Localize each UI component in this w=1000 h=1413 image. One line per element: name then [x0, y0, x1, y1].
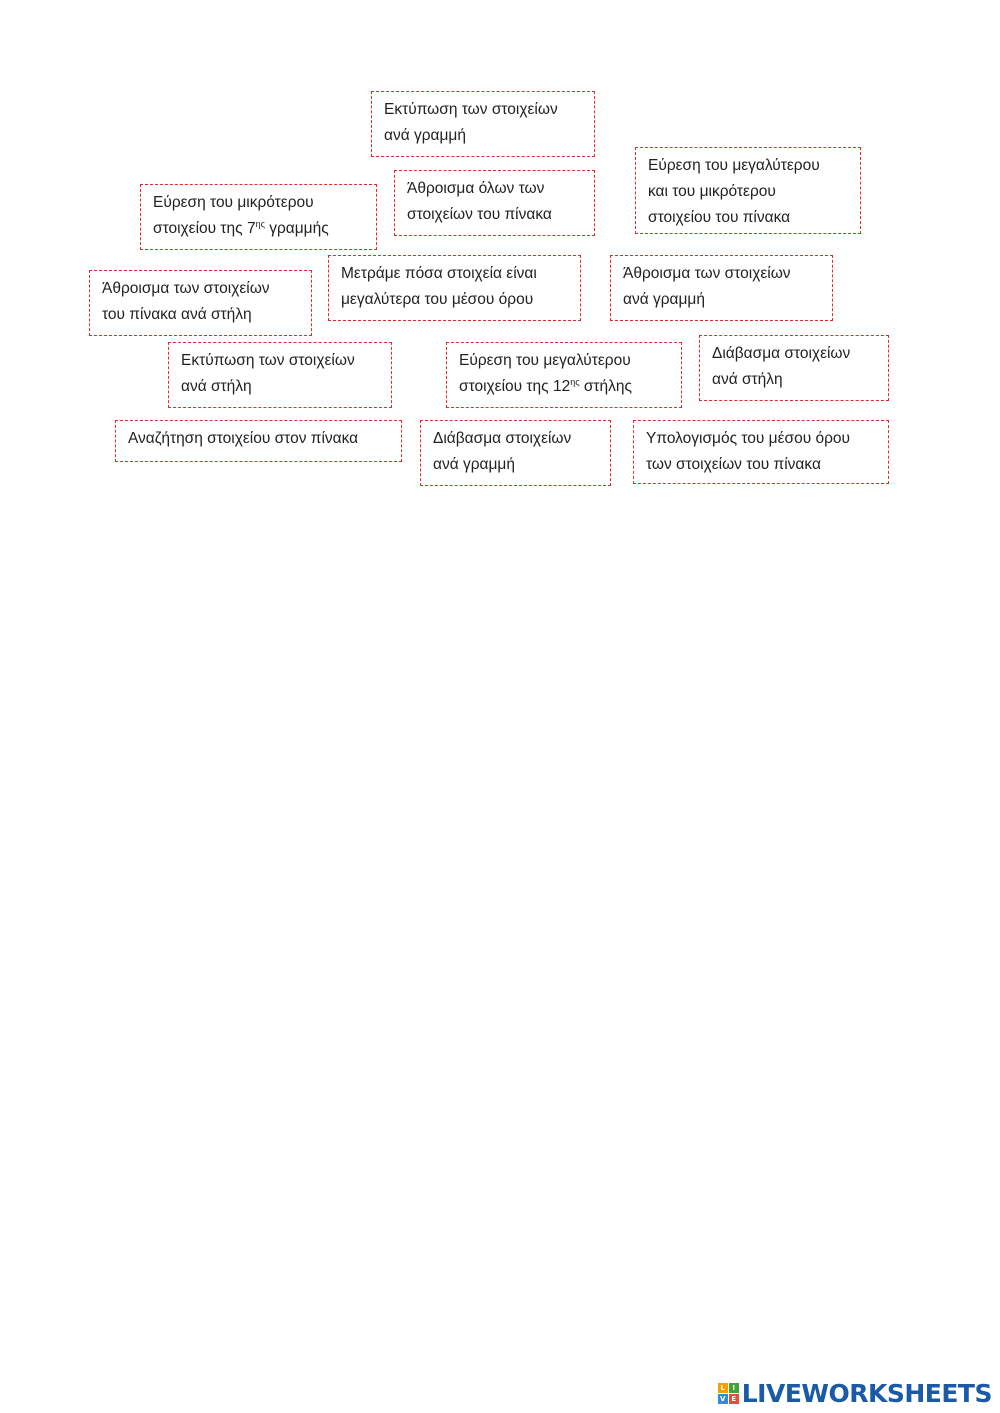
drag-card-print-by-row[interactable] — [371, 91, 595, 157]
liveworksheets-logo-text: LIVEWORKSHEETS — [741, 1379, 992, 1408]
card-text-line: Μετράμε πόσα στοιχεία είναι — [341, 265, 537, 282]
logo-mark-letter: E — [729, 1394, 739, 1404]
drag-card-print-by-column[interactable] — [168, 342, 392, 408]
drag-card-search-element[interactable] — [115, 420, 402, 462]
logo-mark-letter: L — [718, 1383, 728, 1393]
drag-card-sum-all-elements[interactable] — [394, 170, 595, 236]
card-text-part: στοιχείου της 12 — [459, 378, 571, 395]
card-text-line: Άθροισμα των στοιχείων — [623, 265, 791, 282]
card-text-line: στοιχείου του πίνακα — [648, 209, 791, 226]
card-text-line: ανά γραμμή — [384, 127, 466, 144]
card-text-line: του πίνακα ανά στήλη — [102, 306, 252, 323]
card-text-line: και του μικρότερου — [648, 183, 776, 200]
card-text-line: των στοιχείων του πίνακα — [646, 456, 821, 473]
liveworksheets-logo-icon — [718, 1383, 739, 1404]
card-text-line: Εύρεση του μικρότερου — [153, 194, 314, 211]
card-text-line: ανά στήλη — [712, 371, 783, 388]
card-text-line: ανά στήλη — [181, 378, 252, 395]
card-text-line: Εκτύπωση των στοιχείων — [384, 101, 558, 118]
card-text-line: Υπολογισμός του μέσου όρου — [646, 430, 851, 447]
drag-card-compute-average[interactable] — [633, 420, 889, 484]
card-text-line: Διάβασμα στοιχείων — [712, 345, 851, 362]
drag-card-read-by-row[interactable] — [420, 420, 611, 486]
logo-mark-letter: I — [729, 1383, 739, 1393]
card-text-line: Διάβασμα στοιχείων — [433, 430, 572, 447]
card-text-line: Εύρεση του μεγαλύτερου — [459, 352, 631, 369]
card-text-line: ανά γραμμή — [433, 456, 515, 473]
drag-card-find-max-column-12[interactable] — [446, 342, 682, 408]
card-text-line — [153, 216, 364, 242]
liveworksheets-logo[interactable] — [718, 1379, 992, 1408]
drag-card-find-min-row-7[interactable] — [140, 184, 377, 250]
card-text-part: στοιχείου της 7 — [153, 220, 256, 237]
card-text-line: Εύρεση του μεγαλύτερου — [648, 157, 820, 174]
card-text-line: Άθροισμα των στοιχείων — [102, 280, 270, 297]
ordinal-superscript: ης — [570, 377, 580, 387]
ordinal-superscript: ης — [255, 219, 265, 229]
drag-card-count-above-average[interactable] — [328, 255, 581, 321]
drag-card-sum-by-column[interactable] — [89, 270, 312, 336]
card-text-line — [459, 374, 669, 400]
drag-card-read-by-column[interactable] — [699, 335, 889, 401]
logo-mark-letter: V — [718, 1394, 728, 1404]
card-text-line: μεγαλύτερα του μέσου όρου — [341, 291, 534, 308]
card-text-part: στήλης — [579, 378, 632, 395]
card-text-line: στοιχείων του πίνακα — [407, 206, 552, 223]
drag-card-sum-by-row[interactable] — [610, 255, 833, 321]
card-text-line: Άθροισμα όλων των — [407, 180, 545, 197]
card-text-line: Εκτύπωση των στοιχείων — [181, 352, 355, 369]
card-text-line: ανά γραμμή — [623, 291, 705, 308]
card-text-line: Αναζήτηση στοιχείου στον πίνακα — [128, 430, 359, 447]
card-text-part: γραμμής — [264, 220, 329, 237]
drag-card-find-max-and-min[interactable] — [635, 147, 861, 234]
